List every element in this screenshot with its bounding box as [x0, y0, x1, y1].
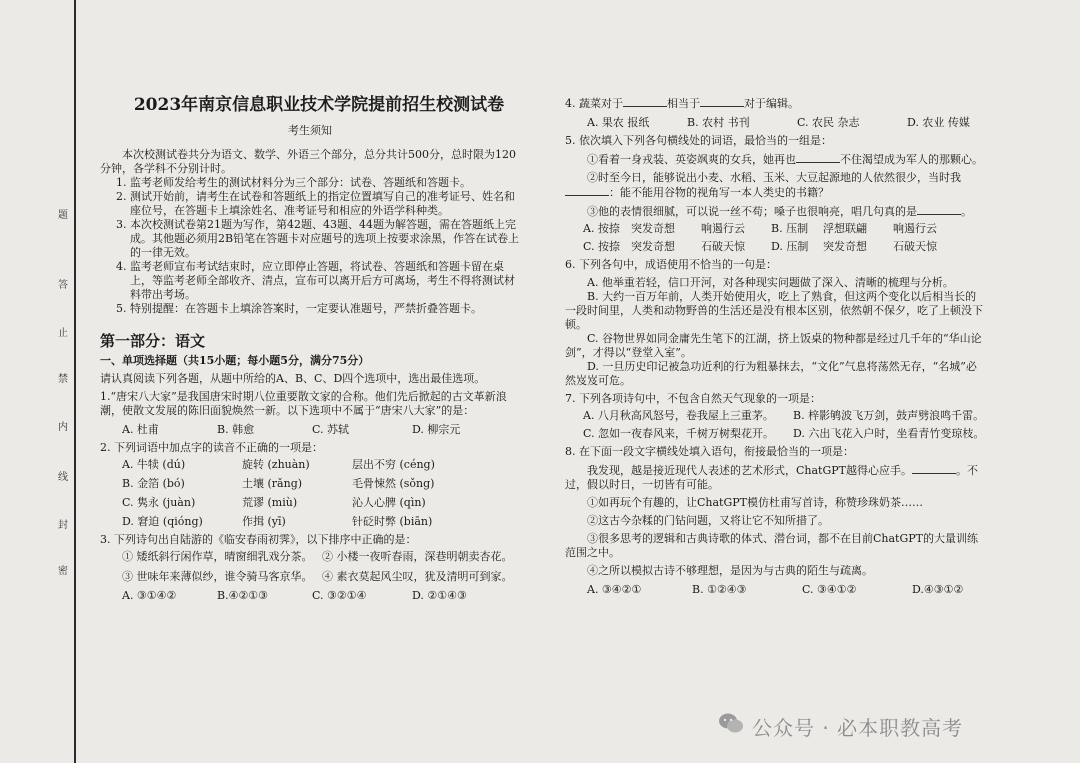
answer-blank — [796, 152, 840, 163]
question-1-options — [122, 423, 520, 437]
option: A. 杜甫 — [122, 423, 159, 436]
option: 旋转 (zhuàn) — [242, 458, 310, 471]
notice-intro: 本次校测试卷共分为语文、数学、外语三个部分，总分共计500分，总时限为120分钟，各学科不分别计时。 — [100, 148, 516, 175]
option: 针砭时弊 (biān) — [352, 515, 433, 528]
right-column — [565, 96, 985, 597]
option: 响遏行云 — [701, 222, 745, 235]
option: C. 忽如一夜春风来，千树万树梨花开。 — [583, 427, 775, 440]
option: C. 隽永 (juàn) — [122, 496, 196, 509]
question-5: 5. 依次填入下列各句横线处的词语，最恰当的一组是： — [565, 134, 832, 147]
margin-label: 线 — [58, 472, 68, 483]
question-7-options — [583, 409, 985, 441]
option: 沁人心脾 (qìn) — [352, 496, 426, 509]
option: C. ③④①② — [802, 583, 857, 596]
option: B. 大约一百万年前，人类开始使用火，吃上了熟食，但这两个变化以后相当长的一段时间里，人类和动物野兽的生活还是没有根本区别，依然朝不保夕，吃了上顿没下顿。 — [565, 290, 983, 331]
answer-blank — [700, 96, 744, 107]
question-7: 7. 下列各项诗句中，不包含自然天气现象的一项是： — [565, 392, 821, 405]
option: D.④③①② — [912, 583, 964, 596]
question-8-item: ③很多思考的逻辑和古典诗歌的体式、潜台词，都不在目前ChatGPT的大量训练范围之中。 — [565, 532, 979, 559]
option: B. 韩愈 — [217, 423, 255, 436]
margin-label: 密 — [58, 566, 68, 577]
option: 荒谬 (miù) — [242, 496, 298, 509]
option: B. 金箔 (bó) — [122, 477, 185, 490]
notice-rule: 4. 监考老师宣布考试结束时，应立即停止答题，将试卷、答题纸和答题卡留在桌上，等监考老师全部收齐、清点，宣布可以离开后方可离场，考生不得将测试材料带出考场。 — [116, 260, 515, 301]
margin-label: 封 — [58, 520, 68, 531]
option: B. 农村 书刊 — [687, 116, 750, 129]
option: C. 按捺 — [583, 240, 621, 253]
question-8-item: ②这古今杂糅的门钻问题，又将让它不知所措了。 — [587, 514, 829, 527]
poem-line: ④ 素衣莫起风尘叹，犹及清明可到家。 — [322, 570, 513, 583]
option: A. 果农 报纸 — [587, 116, 650, 129]
option: 石破天惊 — [893, 240, 937, 253]
question-3-options — [122, 589, 520, 603]
exam-title: 2023年南京信息职业技术学院提前招生校测试卷 — [133, 95, 505, 115]
option: 响遏行云 — [893, 222, 937, 235]
option: 浮想联翩 — [823, 222, 867, 235]
option: C. 谷物世界如同金庸先生笔下的江湖，挤上饭桌的物种都是经过几千年的“华山论剑”，才得以“登堂入室”。 — [565, 332, 982, 359]
poem-line: ② 小楼一夜听春雨，深巷明朝卖杏花。 — [322, 550, 513, 563]
notice-title: 考生须知 — [288, 124, 332, 137]
binding-margin-labels — [58, 210, 72, 670]
question-8-passage: 我发现，越是接近现代人表述的艺术形式，ChatGPT越得心应手。 。不过，假以时日，一切皆有可能。 — [565, 464, 979, 491]
question-2: 2. 下列词语中加点字的读音不正确的一项是： — [100, 441, 323, 454]
option: A. 按捺 — [583, 222, 620, 235]
option: D. 六出飞花入户时，坐看青竹变琼枝。 — [793, 427, 985, 440]
option: D. 农业 传媒 — [907, 116, 970, 129]
question-4: 4. 蔬菜对于 相当于 对于编辑。 — [565, 97, 799, 110]
margin-label: 止 — [58, 328, 68, 339]
wechat-icon — [718, 712, 744, 734]
option: 作揖 (yī) — [242, 515, 286, 528]
option: D. 柳宗元 — [412, 423, 461, 436]
question-5-sentence: ③他的表情很细腻，可以说一丝不苟；嗓子也很响亮，唱几句真的是 。 — [587, 205, 972, 218]
option: B. 压制 — [771, 222, 809, 235]
option: 土壤 (rǎng) — [242, 477, 303, 490]
notice-rule: 2. 测试开始前，请考生在试卷和答题纸上的指定位置填写自己的准考证号、姓名和座位号，在答题卡上填涂姓名、准考证号和相应的外语学科种类。 — [116, 190, 515, 217]
question-8-item: ①如再玩个有趣的，让ChatGPT模仿杜甫写首诗，称赞珍珠奶茶…… — [587, 496, 924, 509]
option: 毛骨悚然 (sǒng) — [352, 477, 435, 490]
question-5-sentence: ①看着一身戎装、英姿飒爽的女兵，她再也 不住渴望成为军人的那颗心。 — [587, 153, 983, 166]
option: 突发奇想 — [631, 240, 675, 253]
binding-line — [74, 0, 76, 763]
answer-blank — [917, 204, 961, 215]
option: 突发奇想 — [631, 222, 675, 235]
option: B.④②①③ — [217, 589, 269, 602]
part-instruction: 请认真阅读下列各题，从题中所给的A、B、C、D四个选项中，选出最佳选项。 — [100, 372, 486, 385]
question-3: 3. 下列诗句出自陆游的《临安春雨初霁》，以下排序中正确的是： — [100, 533, 417, 546]
option: B. 梓影鸲波飞万剑，鼓声劈浪鸣千雷。 — [793, 409, 985, 422]
question-1: 1.“唐宋八大家”是我国唐宋时期八位重要散文家的合称。他们先后掀起的古文革新浪潮，使散文发展的陈旧面貌焕然一新。以下选项中不属于“唐宋八大家”的是： — [100, 390, 507, 417]
option: C. ③②①④ — [312, 589, 367, 602]
poem-line: ③ 世味年来薄似纱，谁令骑马客京华。 — [122, 570, 313, 583]
margin-label: 禁 — [58, 374, 68, 385]
option: C. 农民 杂志 — [797, 116, 860, 129]
question-4-options — [587, 116, 985, 130]
option: A. 牛犊 (dú) — [122, 458, 186, 471]
option: C. 苏轼 — [312, 423, 350, 436]
option: D. ②①④③ — [412, 589, 467, 602]
option: D. 压制 — [771, 240, 809, 253]
part-heading: 一、单项选择题（共15小题；每小题5分，满分75分） — [100, 354, 370, 367]
question-2-options — [122, 458, 520, 529]
answer-blank — [912, 463, 956, 474]
option: A. 八月秋高风怒号，卷我屋上三重茅。 — [583, 409, 774, 422]
question-5-options — [583, 222, 985, 254]
answer-blank — [623, 96, 667, 107]
question-3-lines — [122, 550, 520, 584]
option: A. ③①④② — [122, 589, 177, 602]
margin-label: 内 — [58, 422, 68, 433]
option: 层出不穷 (céng) — [352, 458, 435, 471]
section-heading: 第一部分：语文 — [100, 332, 206, 350]
option: A. ③④②① — [587, 583, 642, 596]
margin-label: 答 — [58, 280, 68, 291]
question-8-options — [587, 583, 985, 597]
notice-rule: 5. 特别提醒：在答题卡上填涂答案时，一定要认准题号，严禁折叠答题卡。 — [116, 302, 482, 315]
answer-blank — [565, 185, 609, 196]
question-8-item: ④之所以模拟古诗不够理想，是因为与古典的陌生与疏离。 — [587, 564, 873, 577]
question-5-sentence: ②时至今日，能够说出小麦、水稻、玉米、大豆起源地的人依然很少，当时我：能不能用谷物的视角写一本人类史的书籍？ — [565, 171, 985, 200]
margin-label: 题 — [58, 210, 68, 221]
option: B. ①②④③ — [692, 583, 747, 596]
question-8: 8. 在下面一段文字横线处填入语句，衔接最恰当的一项是： — [565, 445, 854, 458]
watermark-text: 公众号 · 必本职教高考 — [752, 716, 964, 740]
poem-line: ① 矮纸斜行闲作草，晴窗细乳戏分茶。 — [122, 550, 313, 563]
option: D. 一旦历史印记被急功近利的行为粗暴抹去，“文化”气息将荡然无存，“名城”必然岌岌可危。 — [565, 360, 977, 387]
notice-rule: 1. 监考老师发给考生的测试材料分为三个部分：试卷、答题纸和答题卡。 — [116, 176, 471, 189]
option: A. 他举重若轻，信口开河，对各种现实问题做了深入、清晰的梳理与分析。 — [587, 276, 954, 289]
question-6: 6. 下列各句中，成语使用不恰当的一句是： — [565, 258, 777, 271]
option: 突发奇想 — [823, 240, 867, 253]
left-column — [100, 94, 520, 603]
option: 石破天惊 — [701, 240, 745, 253]
option: D. 窘迫 (qióng) — [122, 515, 203, 528]
notice-rule: 3. 本次校测试卷第21题为写作，第42题、43题、44题为解答题，需在答题纸上完成。其他题必须用2B铅笔在答题卡对应题号的选项上按要求涂黑，作答在试卷上的一律无效。 — [116, 218, 520, 259]
